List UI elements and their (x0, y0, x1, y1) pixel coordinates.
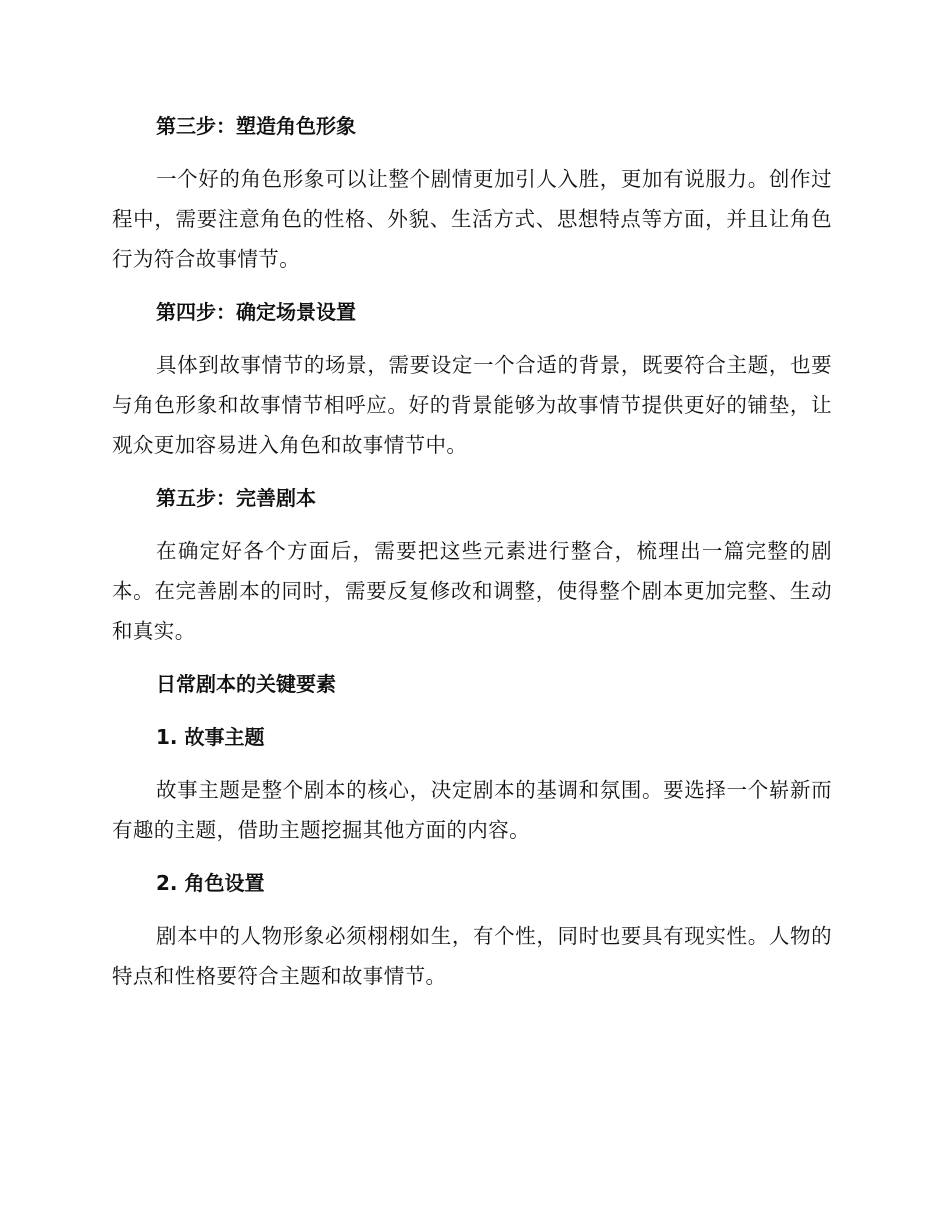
subheading-story-theme: 1. 故事主题 (156, 725, 265, 749)
subheading-character-setting: 2. 角色设置 (156, 871, 265, 895)
paragraph-character-setting: 剧本中的人物形象必须栩栩如生，有个性，同时也要具有现实性。人物的特点和性格要符合主题和故事情节。 (112, 924, 832, 988)
paragraph-step5: 在确定好各个方面后，需要把这些元素进行整合，梳理出一篇完整的剧本。在完善剧本的同时，需要反复修改和调整，使得整个剧本更加完整、生动和真实。 (112, 539, 832, 643)
document-page (112, 106, 832, 1009)
paragraph-story-theme: 故事主题是整个剧本的核心，决定剧本的基调和氛围。要选择一个崭新而有趣的主题，借助主题挖掘其他方面的内容。 (112, 778, 832, 842)
section-heading-key-elements: 日常剧本的关键要素 (156, 672, 336, 696)
section-heading-step4: 第四步：确定场景设置 (156, 300, 356, 324)
paragraph-step3: 一个好的角色形象可以让整个剧情更加引人入胜，更加有说服力。创作过程中，需要注意角色的性格、外貌、生活方式、思想特点等方面，并且让角色行为符合故事情节。 (112, 167, 832, 271)
section-heading-step3: 第三步：塑造角色形象 (156, 114, 356, 138)
section-heading-step5: 第五步：完善剧本 (156, 486, 316, 510)
paragraph-step4: 具体到故事情节的场景，需要设定一个合适的背景，既要符合主题，也要与角色形象和故事情节相呼应。好的背景能够为故事情节提供更好的铺垫，让观众更加容易进入角色和故事情节中。 (112, 353, 832, 457)
